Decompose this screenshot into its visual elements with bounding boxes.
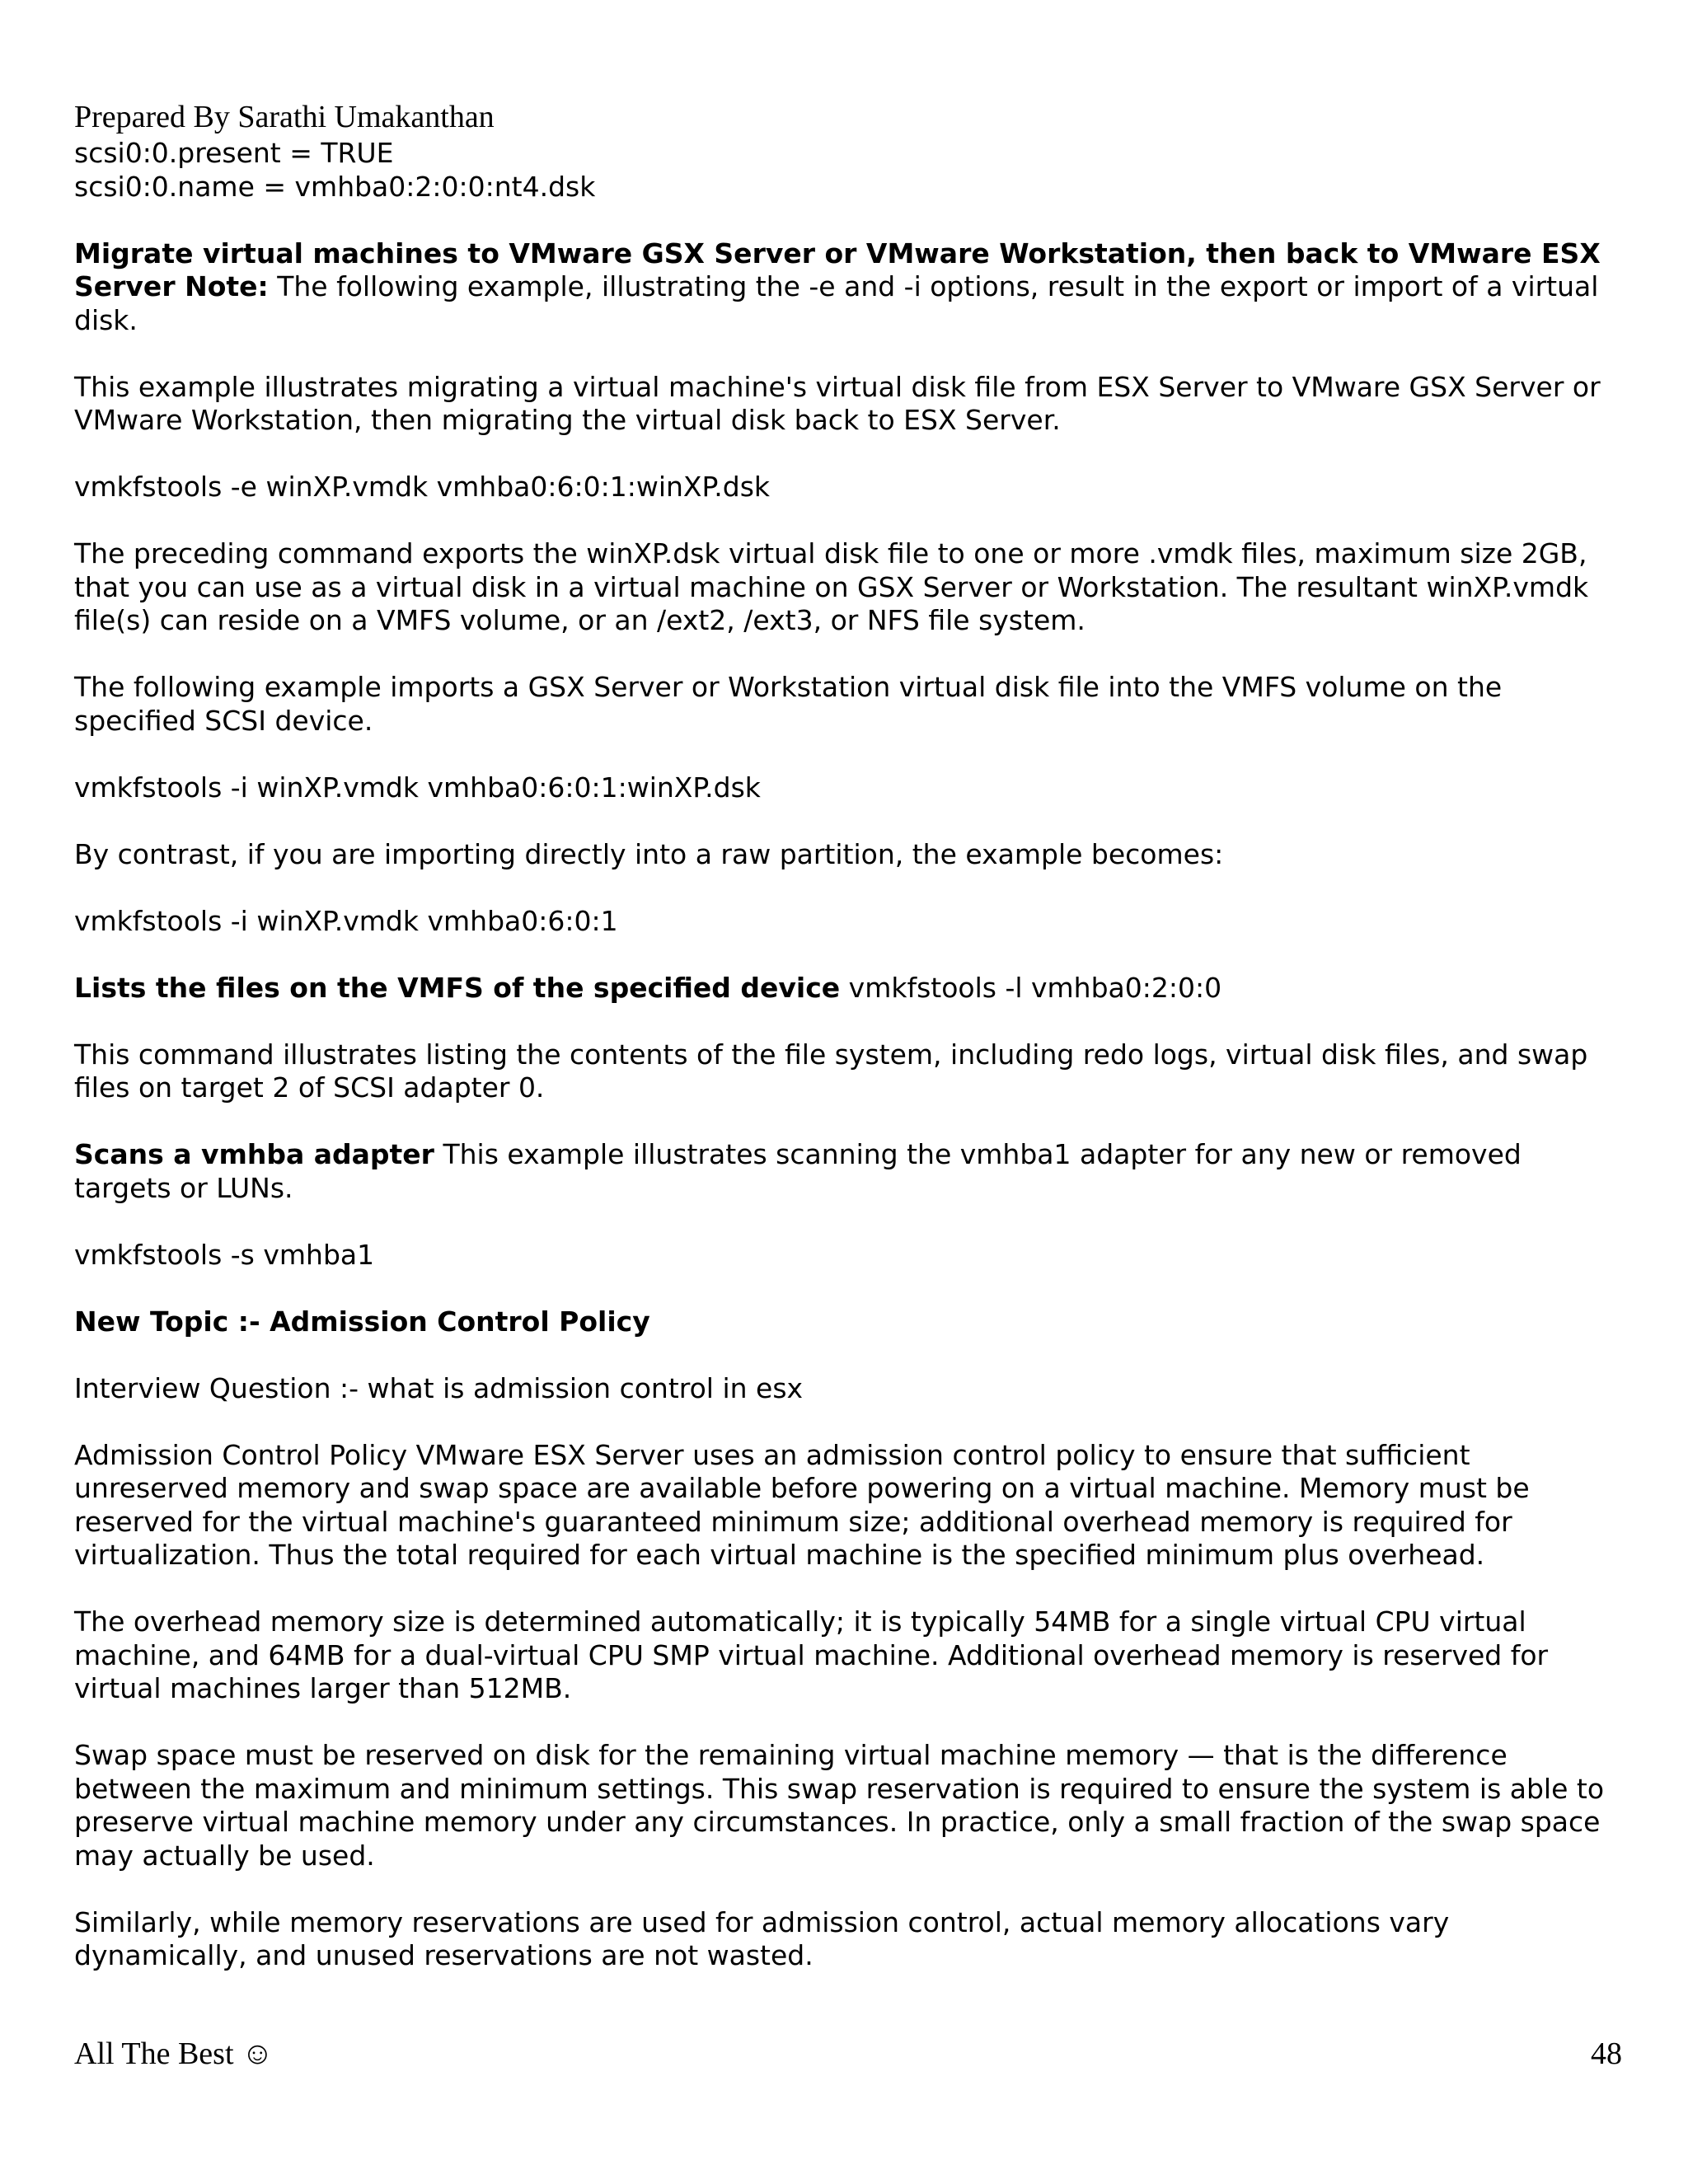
- list-paragraph: [74, 972, 1624, 1005]
- paragraph-gap: [74, 1272, 1624, 1305]
- new-topic-heading: New Topic :- Admission Control Policy: [74, 1305, 650, 1338]
- swap-paragraph: Swap space must be reserved on disk for the remaining virtual machine memory — that is the difference between the maximum and minimum settings. This swap reservation is required to ensure the system is able to preserve virtual machine memory under any circumstances. In practice, only a small fraction of the swap space may actually be used.: [74, 1739, 1605, 1872]
- migrate-heading: Migrate virtual machines to VMware GSX Server or VMware Workstation, then back to VMware ESX Server Note:: [74, 237, 1601, 302]
- interview-question: Interview Question :- what is admission control in esx: [74, 1371, 804, 1404]
- scan-paragraph: [74, 1138, 1624, 1205]
- admission-paragraph: Admission Control Policy VMware ESX Server uses an admission control policy to ensure that sufficient unreserved memory and swap space are available before powering on a virtual machine. Memory must be reserved for the virtual machine's guaranteed minimum size; additional overhead memory is required for virtualization. Thus the total required for each virtual machine is the specified minimum plus overhead.: [74, 1438, 1530, 1571]
- paragraph-gap: [74, 1205, 1624, 1239]
- paragraph-gap: [74, 1405, 1624, 1439]
- scan-text: This example illustrates scanning the vmhba1 adapter for any new or removed targets or LUNs.: [74, 1138, 1522, 1204]
- export-description: The preceding command exports the winXP.dsk virtual disk file to one or more .vmdk files, maximum size 2GB, that you can use as a virtual disk in a virtual machine on GSX Server or Workstation. The resultant winXP.vmdk file(s) can reside on a VMFS volume, or an /ext2, /ext3, or NFS file system.: [74, 537, 1589, 636]
- list-heading: Lists the files on the VMFS of the specified device: [74, 971, 841, 1004]
- paragraph-gap: [74, 804, 1624, 838]
- paragraph-gap: [74, 938, 1624, 972]
- config-line: scsi0:0.name = vmhba0:2:0:0:nt4.dsk: [74, 170, 596, 203]
- migrate-text: The following example, illustrating the -e and -i options, result in the export or import of a virtual disk.: [74, 270, 1599, 336]
- paragraph-gap: [74, 1105, 1624, 1139]
- page-header-author: Prepared By Sarathi Umakanthan: [74, 100, 495, 134]
- raw-partition-intro: By contrast, if you are importing directly into a raw partition, the example becomes:: [74, 837, 1224, 870]
- page-number: 48: [1591, 2036, 1622, 2071]
- paragraph-gap: [74, 1872, 1624, 1906]
- overhead-paragraph: The overhead memory size is determined automatically; it is typically 54MB for a single virtual CPU virtual machine, and 64MB for a dual-virtual CPU SMP virtual machine. Additional overhead memory is reserved for virtual machines larger than 512MB.: [74, 1605, 1549, 1704]
- paragraph-gap: [74, 504, 1624, 538]
- paragraph-gap: [74, 738, 1624, 771]
- paragraph-gap: [74, 337, 1624, 371]
- paragraph-gap: [74, 1005, 1624, 1038]
- scan-heading: Scans a vmhba adapter: [74, 1138, 434, 1170]
- export-command: vmkfstools -e winXP.vmdk vmhba0:6:0:1:winXP.dsk: [74, 471, 771, 503]
- paragraph-gap: [74, 438, 1624, 471]
- page-footer: [74, 2034, 1622, 2074]
- import-intro: The following example imports a GSX Server or Workstation virtual disk file into the VMFS volume on the specified SCSI device.: [74, 671, 1503, 737]
- paragraph-gap: [74, 1572, 1624, 1606]
- scan-command: vmkfstools -s vmhba1: [74, 1238, 375, 1271]
- list-description: This command illustrates listing the contents of the file system, including redo logs, virtual disk files, and swap files on target 2 of SCSI adapter 0.: [74, 1038, 1588, 1104]
- migrate-example-intro: This example illustrates migrating a virtual machine's virtual disk file from ESX Server to VMware GSX Server or VMware Workstation, then migrating the virtual disk back to ESX Server.: [74, 370, 1601, 436]
- import-command: vmkfstools -i winXP.vmdk vmhba0:6:0:1:winXP.dsk: [74, 771, 761, 804]
- list-command: vmkfstools -l vmhba0:2:0:0: [840, 971, 1222, 1004]
- config-line: scsi0:0.present = TRUE: [74, 137, 394, 169]
- footer-closing: All The Best ☺: [74, 2036, 274, 2071]
- paragraph-gap: [74, 871, 1624, 905]
- raw-partition-command: vmkfstools -i winXP.vmdk vmhba0:6:0:1: [74, 904, 618, 937]
- paragraph-gap: [74, 1338, 1624, 1372]
- reservations-paragraph: Similarly, while memory reservations are used for admission control, actual memory allocations vary dynamically, and unused reservations are not wasted.: [74, 1905, 1450, 1971]
- paragraph-gap: [74, 638, 1624, 672]
- migrate-paragraph: [74, 237, 1624, 338]
- document-body: [74, 137, 1624, 1973]
- paragraph-gap: [74, 204, 1624, 237]
- paragraph-gap: [74, 1706, 1624, 1740]
